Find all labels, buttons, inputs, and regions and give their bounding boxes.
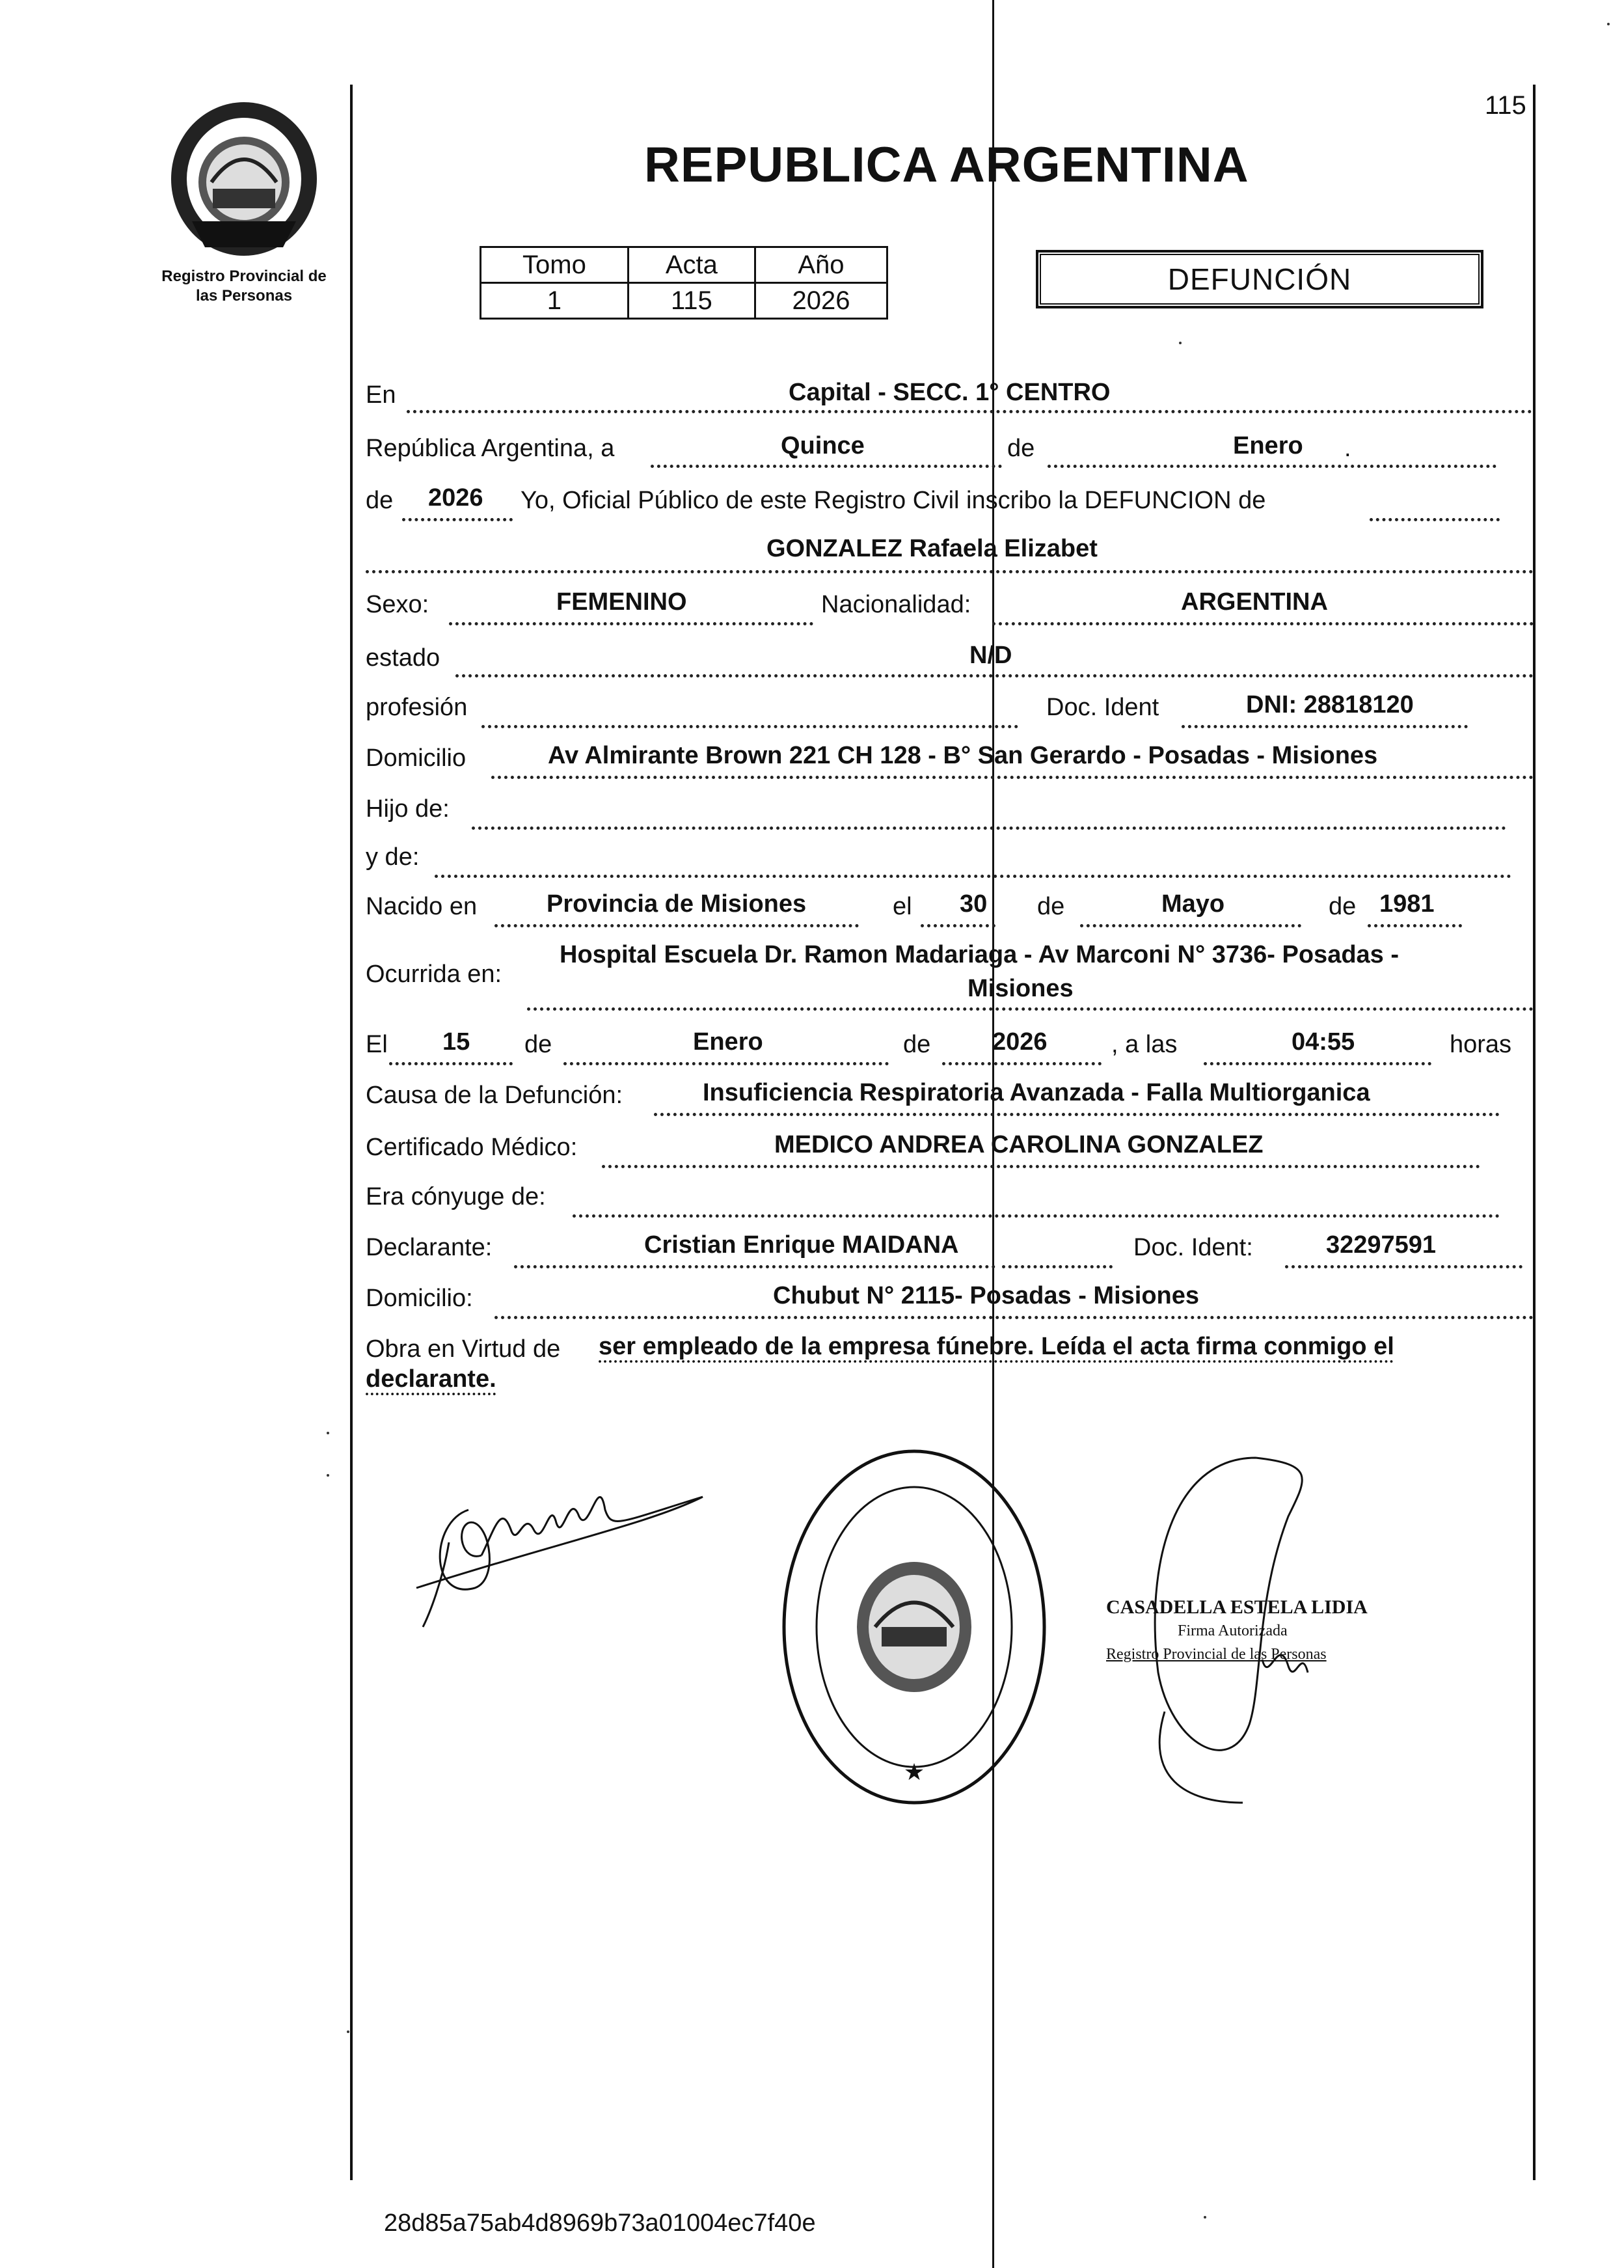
estado-line xyxy=(455,674,1534,677)
nacido-label: Nacido en xyxy=(366,893,478,920)
record-type-box: DEFUNCIÓN xyxy=(1036,250,1483,308)
estado-value: N/D xyxy=(969,642,1012,669)
scan-speck xyxy=(1607,23,1610,25)
birth-year: 1981 xyxy=(1379,890,1435,918)
record-value-acta: 115 xyxy=(628,283,755,319)
death-day: 15 xyxy=(442,1028,470,1056)
causa-line xyxy=(654,1113,1500,1116)
el2-label: El xyxy=(366,1031,388,1058)
deceased-name: GONZALEZ Rafaela Elizabet xyxy=(766,535,1098,562)
record-table xyxy=(480,246,888,320)
official-role: Firma Autorizada xyxy=(1178,1622,1288,1639)
scan-speck xyxy=(1204,2216,1206,2219)
domicilio2-value: Chubut N° 2115- Posadas - Misiones xyxy=(773,1282,1200,1309)
a-las-label: , a las xyxy=(1111,1031,1178,1058)
month-dot: . xyxy=(1344,435,1351,462)
certificado-value: MEDICO ANDREA CAROLINA GONZALEZ xyxy=(774,1131,1264,1158)
obra-value-line1: ser empleado de la empresa fúnebre. Leída el acta firma conmigo el xyxy=(599,1333,1394,1360)
conyuge-label: Era cónyuge de: xyxy=(366,1183,546,1210)
domicilio2-label: Domicilio: xyxy=(366,1285,473,1312)
record-value-tomo: 1 xyxy=(481,283,629,319)
month-line xyxy=(1048,465,1496,468)
day-value: Quince xyxy=(781,432,865,459)
de-label-4: de xyxy=(524,1031,552,1058)
de-label: de xyxy=(1007,435,1035,462)
registry-caption-line2: las Personas xyxy=(195,287,293,305)
registry-round-stamp xyxy=(778,1441,1051,1812)
declarante-label: Declarante: xyxy=(366,1234,493,1261)
sexo-line xyxy=(449,622,813,625)
hijo-label: Hijo de: xyxy=(366,795,450,823)
declarante-value: Cristian Enrique MAIDANA xyxy=(644,1231,959,1259)
death-year: 2026 xyxy=(992,1028,1048,1056)
domicilio-value: Av Almirante Brown 221 CH 128 - B° San Gerardo - Posadas - Misiones xyxy=(548,742,1378,769)
scan-speck xyxy=(327,1474,329,1477)
record-header-anio: Año xyxy=(755,247,887,283)
doc-label: Doc. Ident xyxy=(1046,694,1159,721)
birth-year-line xyxy=(1368,924,1462,927)
nacionalidad-value: ARGENTINA xyxy=(1181,588,1328,616)
certificado-line xyxy=(602,1165,1480,1168)
estado-label: estado xyxy=(366,644,440,672)
ocurrida-label: Ocurrida en: xyxy=(366,961,502,988)
death-day-line xyxy=(389,1062,513,1065)
death-month: Enero xyxy=(693,1028,763,1056)
declarante-line xyxy=(514,1265,995,1268)
birth-day-line xyxy=(921,924,995,927)
year-line xyxy=(402,518,513,521)
birth-month-line xyxy=(1080,924,1301,927)
yde-label: y de: xyxy=(366,843,420,871)
nacido-value: Provincia de Misiones xyxy=(547,890,807,918)
en-value: Capital - SECC. 1° CENTRO xyxy=(789,379,1111,406)
ocurrida-line1: Hospital Escuela Dr. Ramon Madariaga - Av Marconi N° 3736- Posadas - xyxy=(560,941,1400,968)
scan-speck xyxy=(1179,342,1182,344)
certificado-label: Certificado Médico: xyxy=(366,1134,578,1161)
right-margin-line xyxy=(1533,85,1536,2180)
ocurrida-line2: Misiones xyxy=(968,975,1074,1002)
registry-caption xyxy=(124,267,364,306)
declarante-gap-line xyxy=(1002,1265,1113,1268)
doc-line xyxy=(1182,725,1468,728)
nacionalidad-label: Nacionalidad: xyxy=(821,591,971,618)
doc2-value: 32297591 xyxy=(1326,1231,1437,1259)
en-label: En xyxy=(366,381,396,409)
statement-text: Yo, Oficial Público de este Registro Civil inscribo la DEFUNCION de xyxy=(521,487,1266,514)
horas-label: horas xyxy=(1450,1031,1512,1058)
domicilio-label: Domicilio xyxy=(366,745,467,772)
record-header-acta: Acta xyxy=(628,247,755,283)
de-label-5: de xyxy=(903,1031,931,1058)
record-value-anio: 2026 xyxy=(755,283,887,319)
official-office: Registro Provincial de las Personas xyxy=(1106,1646,1327,1663)
obra-label: Obra en Virtud de xyxy=(366,1335,561,1363)
day-line xyxy=(651,465,1002,468)
yde-line xyxy=(435,875,1511,878)
declarant-signature xyxy=(403,1432,742,1640)
nacido-line xyxy=(494,924,859,927)
svg-text:★: ★ xyxy=(903,1758,925,1785)
de-label-2: de xyxy=(1037,893,1065,920)
scan-speck xyxy=(327,1432,329,1434)
month-value: Enero xyxy=(1233,432,1303,459)
domicilio-line xyxy=(491,776,1534,779)
page-number: 115 xyxy=(1485,91,1526,120)
birth-day: 30 xyxy=(960,890,988,918)
obra-value-line2: declarante. xyxy=(366,1365,496,1393)
document-hash: 28d85a75ab4d8969b73a01004ec7f40e xyxy=(384,2209,816,2237)
conyuge-line xyxy=(573,1214,1500,1218)
official-name: CASADELLA ESTELA LIDIA xyxy=(1106,1596,1368,1618)
death-time: 04:55 xyxy=(1292,1028,1355,1056)
profesion-line xyxy=(481,725,1018,728)
ocurrida-line xyxy=(527,1007,1534,1011)
province-seal xyxy=(166,98,322,260)
statement-line xyxy=(1370,518,1500,521)
doc2-label: Doc. Ident: xyxy=(1133,1234,1253,1261)
official-stamp-text xyxy=(1106,1596,1379,1666)
doc2-line xyxy=(1285,1265,1522,1268)
domicilio2-line xyxy=(494,1316,1534,1319)
name-line xyxy=(366,570,1534,573)
left-margin-line xyxy=(350,85,353,2180)
death-month-line xyxy=(563,1062,889,1065)
el-label: el xyxy=(893,893,912,920)
record-header-tomo: Tomo xyxy=(481,247,629,283)
year-prefix-label: de xyxy=(366,487,394,514)
republica-label: República Argentina, a xyxy=(366,435,615,462)
year-value: 2026 xyxy=(428,484,483,512)
registry-caption-line1: Registro Provincial de xyxy=(161,267,327,285)
scan-speck xyxy=(347,2030,349,2033)
death-time-line xyxy=(1204,1062,1431,1065)
sexo-value: FEMENINO xyxy=(556,588,687,616)
causa-label: Causa de la Defunción: xyxy=(366,1082,623,1109)
de-label-3: de xyxy=(1329,893,1357,920)
causa-value: Insuficiencia Respiratoria Avanzada - Falla Multiorganica xyxy=(703,1079,1370,1106)
nacionalidad-line xyxy=(992,622,1534,625)
death-year-line xyxy=(942,1062,1102,1065)
en-line xyxy=(407,410,1532,413)
page-title: REPUBLICA ARGENTINA xyxy=(644,137,1249,193)
doc-value: DNI: 28818120 xyxy=(1246,691,1414,718)
profesion-label: profesión xyxy=(366,694,468,721)
birth-month: Mayo xyxy=(1161,890,1225,918)
sexo-label: Sexo: xyxy=(366,591,429,618)
hijo-line xyxy=(472,827,1506,830)
